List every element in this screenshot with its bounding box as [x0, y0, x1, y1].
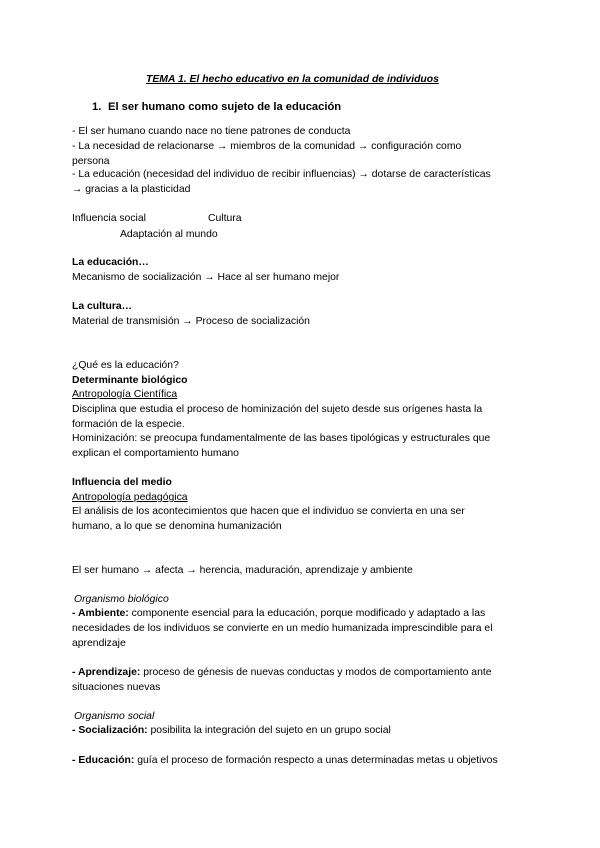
bullet-line: persona — [72, 156, 110, 167]
ambiente-text: componente esencial para la educación, porque modificado y adaptado a las — [128, 608, 486, 619]
document-title: TEMA 1. El hecho educativo en la comunidad de individuos — [146, 74, 439, 85]
diagram-right-label: Cultura — [208, 213, 242, 224]
bullet-line: - El ser humano cuando nace no tiene patrones de conducta — [72, 126, 351, 137]
organismo-biologico-label: Organismo biológico — [74, 594, 169, 605]
aprendizaje-term: - Aprendizaje: — [72, 667, 141, 678]
bullet-line: → gracias a la plasticidad — [72, 184, 191, 195]
cultura-text: Material de transmisión → Proceso de socialización — [72, 316, 310, 327]
ambiente-line: necesidades de los individuos se convierte en un medio humanizada imprescindible para el — [72, 623, 493, 634]
biologico-heading: Determinante biológico — [72, 375, 188, 386]
educacion-def-text: guía el proceso de formación respecto a unas determinadas metas u objetivos — [134, 755, 498, 766]
aprendizaje-line — [72, 665, 492, 680]
socializacion-term: - Socialización: — [72, 725, 148, 736]
ambiente-line: aprendizaje — [72, 638, 126, 649]
educacion-def-term: - Educación: — [72, 755, 135, 766]
question-text: ¿Qué es la educación? — [72, 360, 179, 371]
biologico-line: explican el comportamiento humano — [72, 448, 239, 459]
cultura-heading: La cultura… — [72, 301, 133, 312]
section-heading: El ser humano como sujeto de la educación — [108, 101, 342, 113]
biologico-subheading: Antropología Científica — [72, 389, 178, 400]
organismo-social-label: Organismo social — [74, 711, 155, 722]
afecta-text: El ser humano → afecta → herencia, maduración, aprendizaje y ambiente — [72, 565, 413, 576]
biologico-line: formación de la especie. — [72, 419, 185, 430]
section-number: 1. — [92, 101, 102, 113]
ambiente-term: - Ambiente: — [72, 608, 129, 619]
aprendizaje-line: situaciones nuevas — [72, 682, 161, 693]
medio-subheading: Antropología pedagógica — [72, 492, 188, 503]
educacion-def-line — [72, 753, 498, 768]
biologico-line: Hominización: se preocupa fundamentalmente de las bases tipológicas y estructurales que — [72, 433, 491, 444]
biologico-line: Disciplina que estudia el proceso de hominización del sujeto desde sus orígenes hasta la — [72, 404, 483, 415]
ambiente-line — [72, 606, 485, 621]
bullet-line: - La necesidad de relacionarse → miembros de la comunidad → configuración como — [72, 141, 462, 152]
aprendizaje-text: proceso de génesis de nuevas conductas y modos de comportamiento ante — [140, 667, 492, 678]
educacion-text: Mecanismo de socialización → Hace al ser humano mejor — [72, 272, 340, 283]
diagram-bottom-label: Adaptación al mundo — [120, 229, 218, 240]
medio-line: El análisis de los acontecimientos que hacen que el individuo se convierta en una ser — [72, 506, 465, 517]
diagram-left-label: Influencia social — [72, 213, 146, 224]
bullet-line: - La educación (necesidad del individuo de recibir influencias) → dotarse de características — [72, 169, 491, 180]
socializacion-line — [72, 723, 391, 738]
educacion-heading: La educación… — [72, 257, 149, 268]
medio-heading: Influencia del medio — [72, 477, 172, 488]
medio-line: humano, a lo que se denomina humanización — [72, 521, 282, 532]
socializacion-text: posibilita la integración del sujeto en un grupo social — [147, 725, 391, 736]
